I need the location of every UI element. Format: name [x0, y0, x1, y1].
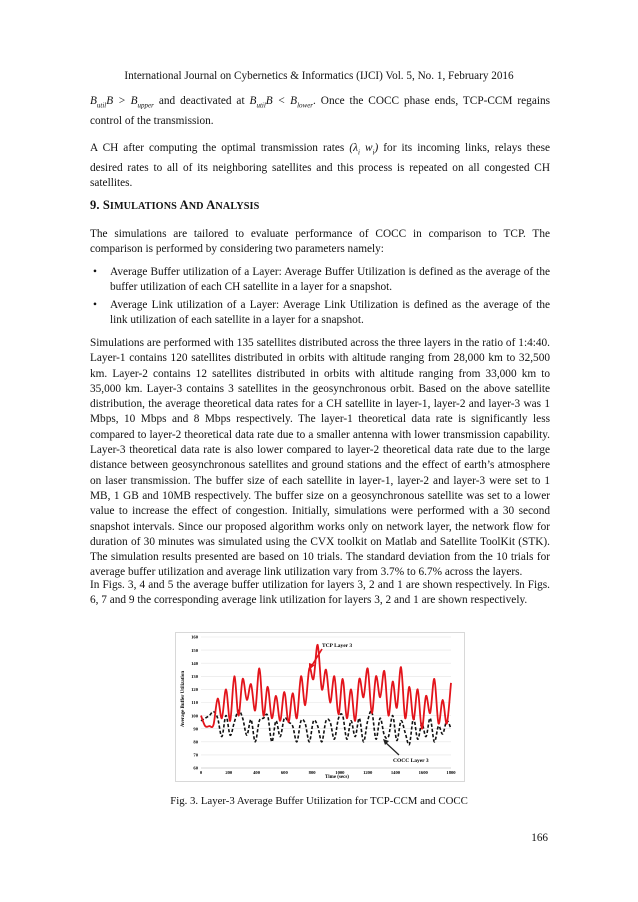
paragraph-figures: In Figs. 3, 4 and 5 the average buffer utilization for layers 3, 2 and 1 are shown respectively. In Figs. 6, 7 and 9 the corresponding average link utilization for layers 3, 2 and 1 are shown respectively. [90, 579, 550, 607]
x-axis-label: Time (secs) [325, 775, 349, 780]
x-tick-label: 1800 [446, 770, 456, 775]
journal-header: International Journal on Cybernetics & Informatics (IJCI) Vol. 5, No. 1, February 2016 [124, 70, 514, 82]
paragraph-threshold-text-1: and deactivated at [158, 95, 245, 107]
page-number: 166 [531, 832, 548, 844]
figure-caption: Fig. 3. Layer-3 Average Buffer Utilization for TCP-CCM and COCC [170, 795, 468, 807]
y-tick-label: 100 [191, 713, 198, 719]
bullet-icon: • [93, 266, 97, 278]
x-tick-label: 800 [308, 770, 316, 775]
section-heading [90, 198, 259, 213]
parameter-list [90, 265, 550, 330]
x-tick-label: 1600 [418, 770, 428, 775]
x-tick-label: 1400 [390, 770, 401, 775]
equation-lambda-w: ($\lambda_i$ $w_i$) [349, 142, 379, 157]
y-tick-label: 140 [191, 660, 198, 666]
x-tick-label: 400 [253, 770, 261, 775]
paragraph-intro: The simulations are tailored to evaluate performance of COCC in comparison to TCP. The comparison is performed by considering two parameters namely: [90, 228, 550, 256]
paragraph-ch-text-2: for its incoming links, relays these desired rates to all of its neighboring satellites and this process is repeated on all congested CH satellites. [90, 142, 551, 189]
y-tick-label: 130 [191, 674, 198, 679]
chart-svg [175, 632, 465, 782]
paragraph-simulation: Simulations are performed with 135 satellites distributed across the three layers in the ratio of 1:4:40. Layer-1 contains 120 satellites distributed in orbits with altitude ranging from 28,000 km to 32,500 km. Layer-2 contains 12 satellites distributed in orbits with altitude ranging from 33,000 km to 35,000 km. Layer-3 contains 3 satellites in the geosynchronous orbit. Based on the above satellite distribution, the average theoretical data rates for a CH satellite in layer-1, layer-2 and layer-3 was 1 Mbps, 10 Mbps and 8 Mbps respectively. The layer-1 theoretical data rate is significantly less compared to layer-2 theoretical data rate due to a smaller antenna with lower transmission capability. Layer-3 theoretical data rate is also lower compared to layer-2 theoretical data rate due to the large distance between geosynchronous satellites and ground stations and the effect of earth’s atmosphere on laser transmission. The buffer size of each satellite in layer-1, layer-2 and layer-3 were set to 1 MB, 1 GB and 10MB respectively. The buffer size on a geosynchronous satellite was set to a lower value to increase the effect of congestion. Initially, simulations were performed with a 30 second snapshot intervals. Since our proposed algorithm works only on network layer, the network flow for duration of 30 minutes was simulated using the CVX toolkit on Matlab and Satellite ToolKit (STK). The simulation results presented are based on 10 trials. The standard deviation from the 10 trials for average buffer utilization and average link utilization vary from 3.7% to 6.7% across the layers. [90, 337, 550, 579]
paragraph-threshold [90, 94, 550, 129]
paragraph-ch-text-1: A CH after computing the optimal transmission rates [90, 142, 345, 154]
x-tick-label: 600 [280, 770, 288, 775]
x-tick-label: 1000 [335, 770, 345, 775]
list-item: • Average Buffer utilization of a Layer: Average Buffer Utilization is defined as the average of the buffer utilization of each CH satellite in a layer for a snapshot. [93, 266, 550, 294]
y-tick-label: 70 [193, 752, 198, 758]
list-item: • Average Link utilization of a Layer: Average Link Utilization is defined as the average of the link utilization of each satellite in a layer for a snapshot. [93, 298, 550, 326]
equation-upper-threshold: $B_{util}B > B_{upper}$ [90, 95, 154, 110]
x-tick-label: 1200 [363, 770, 373, 775]
cocc-annotation-label: COCC Layer 3 [393, 758, 429, 764]
y-tick-label: 160 [191, 634, 198, 640]
bullet-icon: • [93, 298, 97, 311]
section-title: SIMULATIONS AND ANALYSIS [102, 198, 260, 212]
paragraph-ch-rates [90, 141, 550, 191]
y-tick-label: 90 [193, 726, 198, 732]
y-axis-label: Average Buffer Utilization [181, 670, 186, 728]
y-tick-label: 110 [191, 700, 198, 706]
x-tick-label: 0 [199, 770, 203, 775]
y-tick-label: 120 [191, 687, 198, 693]
equation-lower-threshold: $B_{util}B < B_{lower}$ [249, 95, 314, 110]
section-number: 9. [90, 198, 100, 212]
y-tick-label: 150 [191, 647, 198, 653]
buffer-utilization-chart [175, 632, 465, 782]
y-tick-label: 60 [193, 765, 198, 771]
paragraph-threshold-text-2: . Once the COCC phase ends, TCP-CCM regains control of the transmission. [90, 95, 551, 127]
y-tick-label: 80 [193, 739, 198, 745]
x-tick-label: 200 [225, 770, 233, 775]
tcp-annotation-label: TCP Layer 3 [322, 643, 353, 649]
